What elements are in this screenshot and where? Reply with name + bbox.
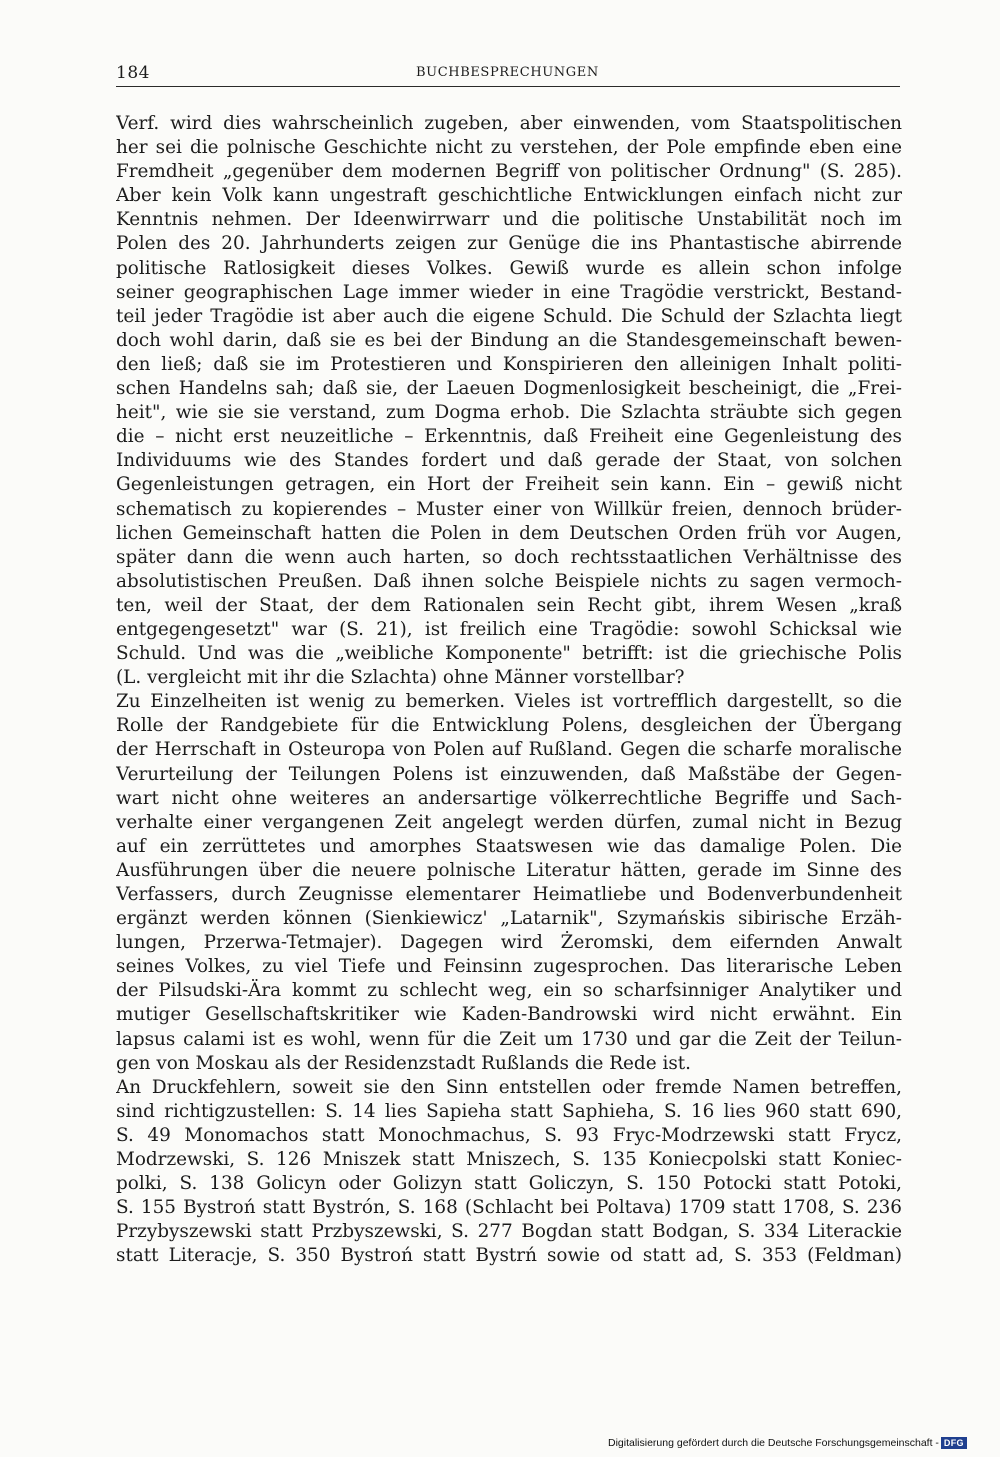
text-line: Fremdheit „gegenüber dem modernen Begriff von politischer Ordnung" (S. 285). xyxy=(116,161,902,183)
text-line: seiner geographischen Lage immer wieder in eine Tragödie verstrickt, Bestand- xyxy=(116,281,902,303)
text-line: entgegengesetzt" war (S. 21), ist freilich eine Tragödie: sowohl Schicksal wie xyxy=(116,618,902,640)
text-line: Rolle der Randgebiete für die Entwicklung Polens, desgleichen der Übergang xyxy=(116,715,902,737)
text-line: doch wohl darin, daß sie es bei der Bindung an die Standesgemeinschaft bewen- xyxy=(116,329,902,351)
paragraph xyxy=(116,112,902,690)
text-line: Polen des 20. Jahrhunderts zeigen zur Genüge die ins Phantastische abirrende xyxy=(116,233,902,255)
text-line: auf ein zerrüttetes und amorphes Staatswesen wie das damalige Polen. Die xyxy=(116,835,902,857)
text-line: Verfassers, durch Zeugnisse elementarer Heimatliebe und Bodenverbundenheit xyxy=(116,884,902,905)
text-line: Verf. wird dies wahrscheinlich zugeben, aber einwenden, vom Staatspolitischen xyxy=(116,113,902,134)
text-line: lungen, Przerwa-Tetmajer). Dagegen wird Żeromski, dem eifernden Anwalt xyxy=(116,932,902,954)
text-line: politische Ratlosigkeit dieses Volkes. Gewiß wurde es allein schon infolge xyxy=(116,257,902,279)
text-line: den ließ; daß sie im Protestieren und Konspirieren den alleinigen Inhalt politi- xyxy=(116,353,902,375)
digitization-credit xyxy=(608,1437,967,1449)
text-line: heit", wie sie sie verstand, zum Dogma erhob. Die Szlachta sträubte sich gegen xyxy=(116,402,902,424)
text-line: Przybyszewski statt Przbyszewski, S. 277 Bogdan statt Bodgan, S. 334 Literackie xyxy=(116,1221,902,1243)
text-line: (L. vergleicht mit ihr die Szlachta) ohne Männer vorstellbar? xyxy=(116,667,685,689)
text-line: der Pilsudski-Ära kommt zu schlecht weg, ein so scharfsinniger Analytiker und xyxy=(116,980,902,1002)
text-line: Ausführungen über die neuere polnische Literatur hätten, gerade im Sinne des xyxy=(116,859,902,881)
text-line: Gegenleistungen getragen, ein Hort der Freiheit sein kann. Ein – gewiß nicht xyxy=(116,474,902,496)
text-line: ten, weil der Staat, der dem Rationalen sein Recht gibt, ihrem Wesen „kraß xyxy=(116,594,902,616)
text-line: Verurteilung der Teilungen Polens ist einzuwenden, daß Maßstäbe der Gegen- xyxy=(116,763,902,785)
body-text xyxy=(116,112,902,1269)
text-line: statt Literacje, S. 350 Bystroń statt Bystrń sowie od statt ad, S. 353 (Feldman) xyxy=(116,1245,902,1267)
text-line: her sei die polnische Geschichte nicht zu verstehen, der Pole empfinde eben eine xyxy=(116,137,902,159)
text-line: Modrzewski, S. 126 Mniszek statt Mniszech, S. 135 Koniecpolski statt Koniec- xyxy=(116,1149,902,1171)
text-line: schematisch zu kopierendes – Muster einer von Willkür freien, dennoch brüder- xyxy=(116,498,902,520)
text-line: die – nicht erst neuzeitliche – Erkenntnis, daß Freiheit eine Gegenleistung des xyxy=(116,426,902,448)
text-line: sind richtigzustellen: S. 14 lies Sapieha statt Saphieha, S. 16 lies 960 statt 690, xyxy=(116,1100,902,1122)
dfg-logo: DFG xyxy=(941,1437,967,1449)
text-line: später dann die wenn auch harten, so doch rechtsstaatlichen Verhältnisse des xyxy=(116,546,902,568)
text-line: An Druckfehlern, soweit sie den Sinn entstellen oder fremde Namen betreffen, xyxy=(116,1076,902,1098)
running-head: BUCHBESPRECHUNGEN xyxy=(416,65,599,80)
text-line: Zu Einzelheiten ist wenig zu bemerken. Vieles ist vortrefflich dargestellt, so die xyxy=(116,691,902,713)
text-line: S. 155 Bystroń statt Bystrón, S. 168 (Schlacht bei Poltava) 1709 statt 1708, S. 236 xyxy=(116,1197,902,1219)
text-line: seines Volkes, zu viel Tiefe und Feinsinn zugesprochen. Das literarische Leben xyxy=(116,956,902,978)
text-line: lapsus calami ist es wohl, wenn für die Zeit um 1730 und gar die Zeit der Teilun- xyxy=(116,1028,902,1050)
text-line: gen von Moskau als der Residenzstadt Rußlands die Rede ist. xyxy=(116,1052,691,1074)
text-line: mutiger Gesellschaftskritiker wie Kaden-Bandrowski wird nicht erwähnt. Ein xyxy=(116,1004,902,1026)
text-line: ergänzt werden können (Sienkiewicz' „Latarnik", Szymańskis sibirische Erzäh- xyxy=(116,908,902,930)
text-line: S. 49 Monomachos statt Monochmachus, S. 93 Fryc-Modrzewski statt Frycz, xyxy=(116,1124,902,1146)
credit-text: Digitalisierung gefördert durch die Deutsche Forschungsgemeinschaft - xyxy=(608,1437,939,1449)
paragraph xyxy=(116,1076,902,1269)
text-line: Kenntnis nehmen. Der Ideenwirrwarr und die politische Unstabilität noch im xyxy=(116,209,902,231)
text-line: schen Handelns sah; daß sie, der Laeuen Dogmenlosigkeit bescheinigt, die „Frei- xyxy=(116,378,902,400)
text-line: der Herrschaft in Osteuropa von Polen auf Rußland. Gegen die scharfe moralische xyxy=(116,739,902,761)
text-line: lichen Gemeinschaft hatten die Polen in dem Deutschen Orden früh vor Augen, xyxy=(116,522,902,544)
text-line: Individuums wie des Standes fordert und daß gerade der Staat, von solchen xyxy=(116,450,902,472)
text-line: polki, S. 138 Golicyn oder Golizyn statt Goliczyn, S. 150 Potocki statt Potoki, xyxy=(116,1173,902,1195)
header-rule xyxy=(116,86,900,87)
text-line: wart nicht ohne weiteres an andersartige völkerrechtliche Begriffe und Sach- xyxy=(116,787,902,809)
paragraph xyxy=(116,690,902,1076)
text-line: Aber kein Volk kann ungestraft geschichtliche Entwicklungen einfach nicht zur xyxy=(116,185,902,207)
text-line: absolutistischen Preußen. Daß ihnen solche Beispiele nichts zu sagen vermoch- xyxy=(116,570,902,592)
text-line: verhalte einer vergangenen Zeit angelegt werden dürfen, zumal nicht in Bezug xyxy=(116,811,902,833)
text-line: teil jeder Tragödie ist aber auch die eigene Schuld. Die Schuld der Szlachta liegt xyxy=(116,305,902,327)
text-line: Schuld. Und was die „weibliche Komponente" betrifft: ist die griechische Polis xyxy=(116,643,902,665)
page-number: 184 xyxy=(116,63,150,83)
page-header xyxy=(116,63,900,83)
